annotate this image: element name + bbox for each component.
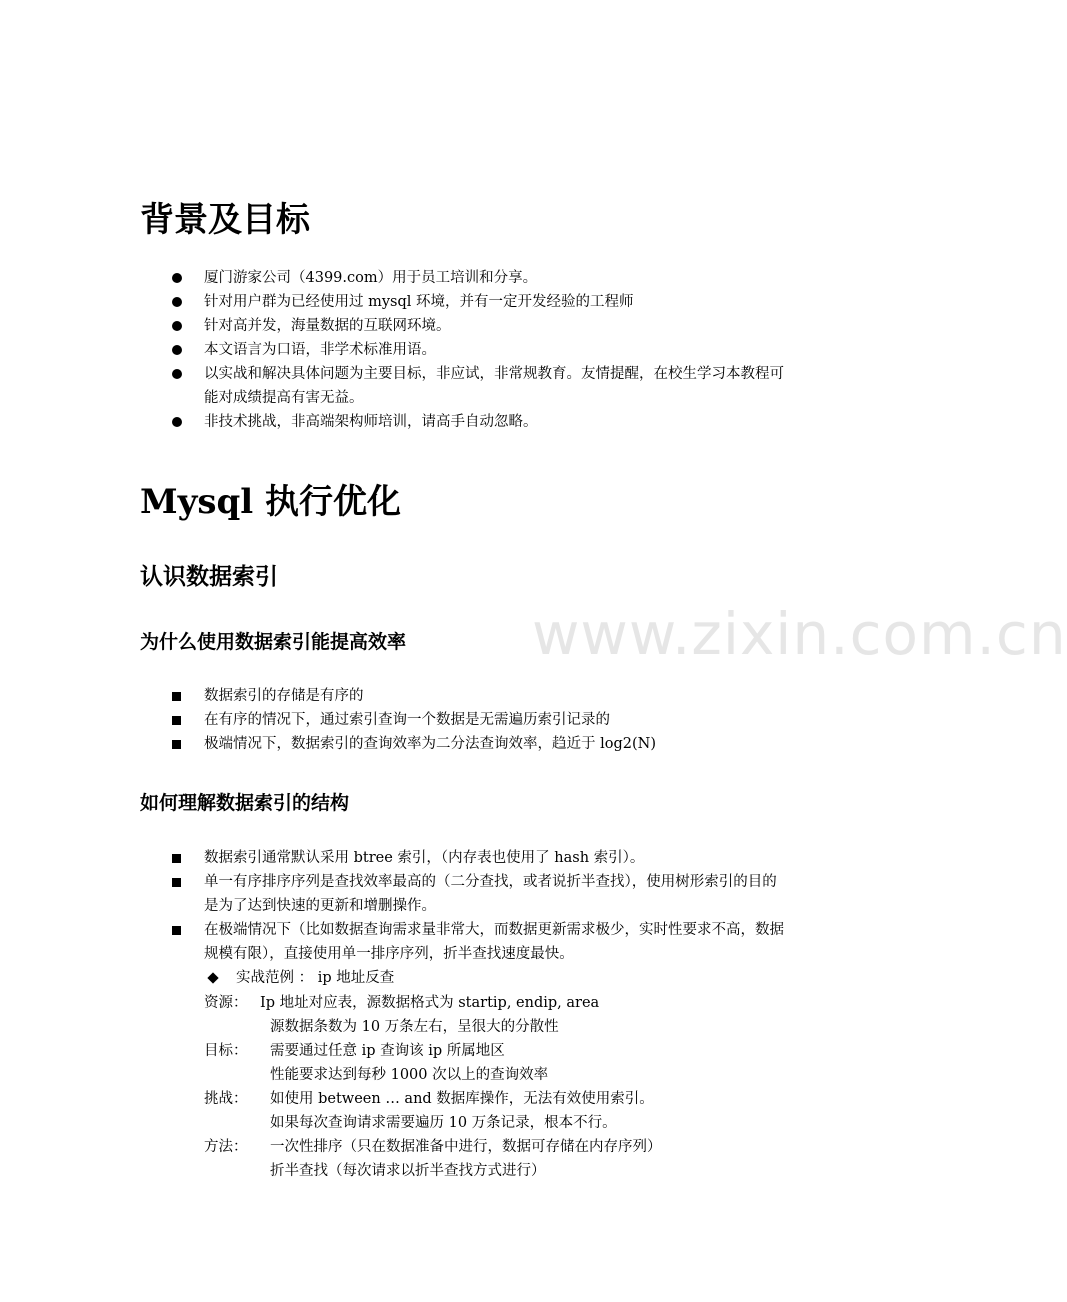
list-item bbox=[0, 708, 920, 732]
challenge-line-1: 如使用 between … and 数据库操作，无法有效使用索引。 bbox=[270, 1091, 654, 1107]
goal-line-2: 性能要求达到每秒 1000 次以上的查询效率 bbox=[270, 1067, 549, 1083]
list-item bbox=[0, 684, 920, 708]
resource-line-1: Ip 地址对应表，源数据格式为 startip, endip, area bbox=[260, 995, 600, 1011]
bullet-square-icon bbox=[172, 692, 181, 701]
bullet-dot-icon bbox=[172, 321, 182, 331]
resource-line-2: 源数据条数为 10 万条左右，呈很大的分散性 bbox=[270, 1019, 559, 1035]
method-line-2: 折半查找（每次请求以折半查找方式进行） bbox=[270, 1163, 546, 1179]
list-item bbox=[0, 266, 920, 290]
bullet-dot-icon bbox=[172, 369, 182, 379]
bullet-dot-icon bbox=[172, 417, 182, 427]
list-item-text: 数据索引通常默认采用 btree 索引，（内存表也使用了 hash 索引）。 bbox=[204, 850, 645, 866]
bullet-square-icon bbox=[172, 740, 181, 749]
list-item bbox=[0, 362, 920, 410]
heading-how-index: 如何理解数据索引的结构 bbox=[140, 792, 350, 814]
list-item-text: 本文语言为口语，非学术标准用语。 bbox=[204, 342, 436, 358]
heading-why-index: 为什么使用数据索引能提高效率 bbox=[140, 631, 407, 653]
method-label: 方法： bbox=[204, 1139, 248, 1155]
list-item-text: 针对高并发，海量数据的互联网环境。 bbox=[204, 318, 451, 334]
goal-label: 目标： bbox=[204, 1043, 248, 1059]
why-list bbox=[0, 684, 920, 756]
list-item-text: 非技术挑战，非高端架构师培训，请高手自动忽略。 bbox=[204, 414, 538, 430]
list-item bbox=[0, 918, 920, 966]
how-list bbox=[0, 846, 920, 966]
list-item-text: 在有序的情况下，通过索引查询一个数据是无需遍历索引记录的 bbox=[204, 712, 610, 728]
challenge-label: 挑战： bbox=[204, 1091, 248, 1107]
method-line-1: 一次性排序（只在数据准备中进行，数据可存储在内存序列） bbox=[270, 1139, 662, 1155]
list-item bbox=[0, 732, 920, 756]
list-item bbox=[0, 410, 920, 434]
example-title: 实战范例 ： ip 地址反查 bbox=[236, 970, 395, 986]
list-item-text: 厦门游家公司（4399.com）用于员工培训和分享。 bbox=[204, 270, 538, 286]
list-item-text: 在极端情况下（比如数据查询需求量非常大，而数据更新需求极少，实时性要求不高，数据规模有限），直接使用单一排序序列，折半查找速度最快。 bbox=[204, 922, 784, 962]
heading-index: 认识数据索引 bbox=[140, 564, 278, 590]
bullet-dot-icon bbox=[172, 297, 182, 307]
resource-label: 资源： bbox=[204, 995, 248, 1011]
goal-line-1: 需要通过任意 ip 查询该 ip 所属地区 bbox=[270, 1043, 505, 1059]
list-item-text: 以实战和解决具体问题为主要目标，非应试，非常规教育。友情提醒，在校生学习本教程可能对成绩提高有害无益。 bbox=[204, 366, 784, 406]
list-item bbox=[0, 338, 920, 362]
list-item-text: 针对用户群为已经使用过 mysql 环境，并有一定开发经验的工程师 bbox=[204, 294, 634, 310]
list-item-text: 数据索引的存储是有序的 bbox=[204, 688, 364, 704]
list-item bbox=[0, 290, 920, 314]
list-item bbox=[0, 314, 920, 338]
bullet-square-icon bbox=[172, 854, 181, 863]
list-item bbox=[0, 846, 920, 870]
heading-background: 背景及目标 bbox=[140, 200, 310, 240]
bullet-dot-icon bbox=[172, 273, 182, 283]
bullet-dot-icon bbox=[172, 345, 182, 355]
challenge-line-2: 如果每次查询请求需要遍历 10 万条记录，根本不行。 bbox=[270, 1115, 617, 1131]
watermark: www.zixin.com.cn bbox=[532, 600, 1067, 668]
list-item bbox=[0, 870, 920, 918]
bullet-square-icon bbox=[172, 926, 181, 935]
list-item-text: 极端情况下，数据索引的查询效率为二分法查询效率，趋近于 log2(N) bbox=[204, 736, 656, 752]
bullet-diamond-icon bbox=[207, 972, 218, 983]
heading-mysql-optimization: Mysql 执行优化 bbox=[140, 482, 402, 522]
bullet-square-icon bbox=[172, 716, 181, 725]
list-item-text: 单一有序排序序列是查找效率最高的（二分查找，或者说折半查找），使用树形索引的目的是为了达到快速的更新和增删操作。 bbox=[204, 874, 777, 914]
bullet-square-icon bbox=[172, 878, 181, 887]
background-list bbox=[0, 266, 920, 434]
